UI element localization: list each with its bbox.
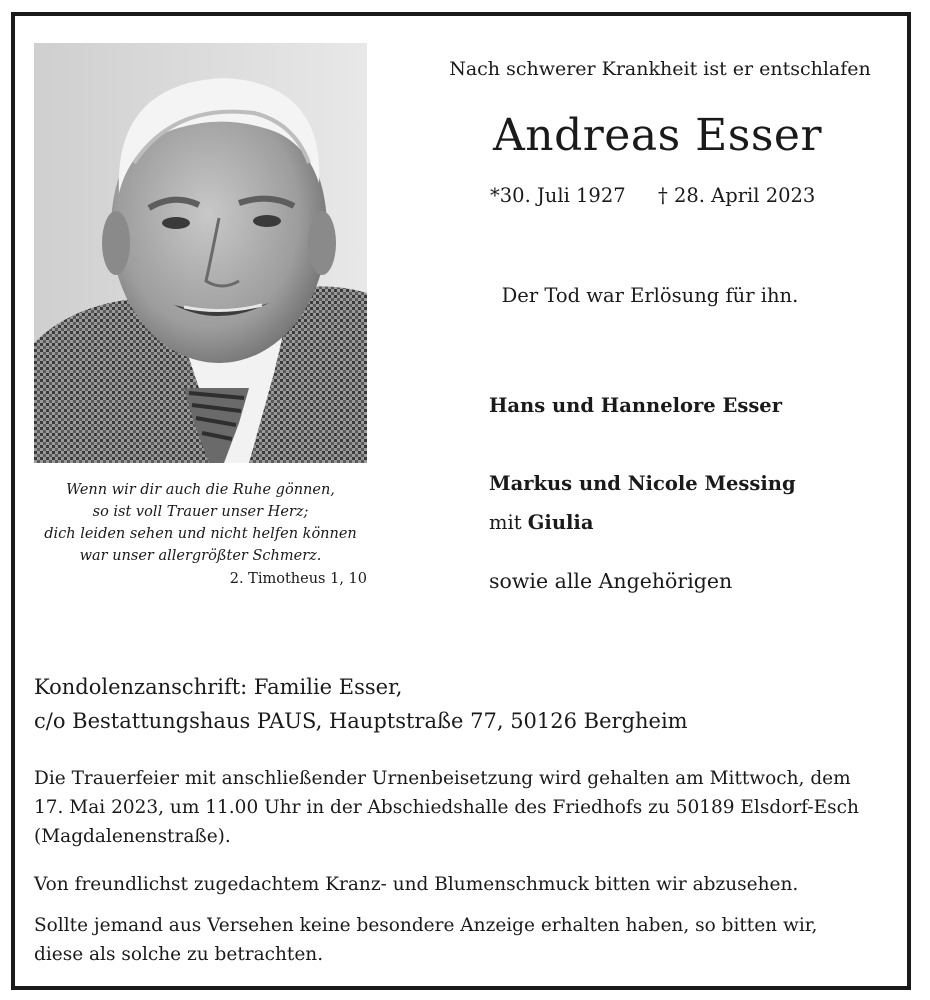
birth-date: *30. Juli 1927 — [490, 184, 626, 207]
mourner-line — [489, 511, 593, 534]
verse-line: war unser allergrößter Schmerz. — [79, 548, 322, 564]
verse-line: Wenn wir dir auch die Ruhe gönnen, — [66, 482, 335, 498]
flower-notice: Von freundlichst zugedachtem Kranz- und Blumenschmuck bitten wir abzusehen. — [34, 874, 799, 895]
verse-line: so ist voll Trauer unser Herz; — [92, 504, 309, 520]
announcement-notice — [34, 911, 904, 969]
ceremony-line: (Magdalenenstraße). — [34, 826, 231, 847]
intro-text: Nach schwerer Krankheit ist er entschlafen — [449, 58, 871, 80]
death-date: † 28. April 2023 — [658, 184, 816, 207]
condolence-line: Kondolenzanschrift: Familie Esser, — [34, 675, 403, 699]
mourner-line: sowie alle Angehörigen — [489, 569, 733, 593]
verse-source: 2. Timotheus 1, 10 — [229, 571, 367, 587]
condolence-address — [34, 670, 688, 738]
portrait-illustration — [34, 43, 367, 463]
ceremony-notice — [34, 764, 904, 851]
mourner-line: Hans und Hannelore Esser — [489, 394, 782, 417]
deceased-name: Andreas Esser — [492, 110, 822, 161]
portrait-photo — [34, 43, 367, 463]
ceremony-line: Die Trauerfeier mit anschließender Urnenbeisetzung wird gehalten am Mittwoch, dem — [34, 768, 851, 789]
mourner-prefix: mit — [489, 511, 522, 534]
ceremony-line: 17. Mai 2023, um 11.00 Uhr in der Abschiedshalle des Friedhofs zu 50189 Elsdorf-Esch — [34, 797, 859, 818]
notice-line: diese als solche zu betrachten. — [34, 944, 324, 965]
memorial-verse — [34, 479, 367, 567]
condolence-line: c/o Bestattungshaus PAUS, Hauptstraße 77, 50126 Bergheim — [34, 709, 688, 733]
mourner-child-name: Giulia — [527, 511, 594, 534]
notice-line: Sollte jemand aus Versehen keine besondere Anzeige erhalten haben, so bitten wir, — [34, 915, 818, 936]
memorial-quote: Der Tod war Erlösung für ihn. — [501, 284, 799, 307]
mourner-line: Markus und Nicole Messing — [489, 472, 796, 495]
verse-line: dich leiden sehen und nicht helfen können — [44, 526, 357, 542]
life-dates — [490, 184, 815, 207]
